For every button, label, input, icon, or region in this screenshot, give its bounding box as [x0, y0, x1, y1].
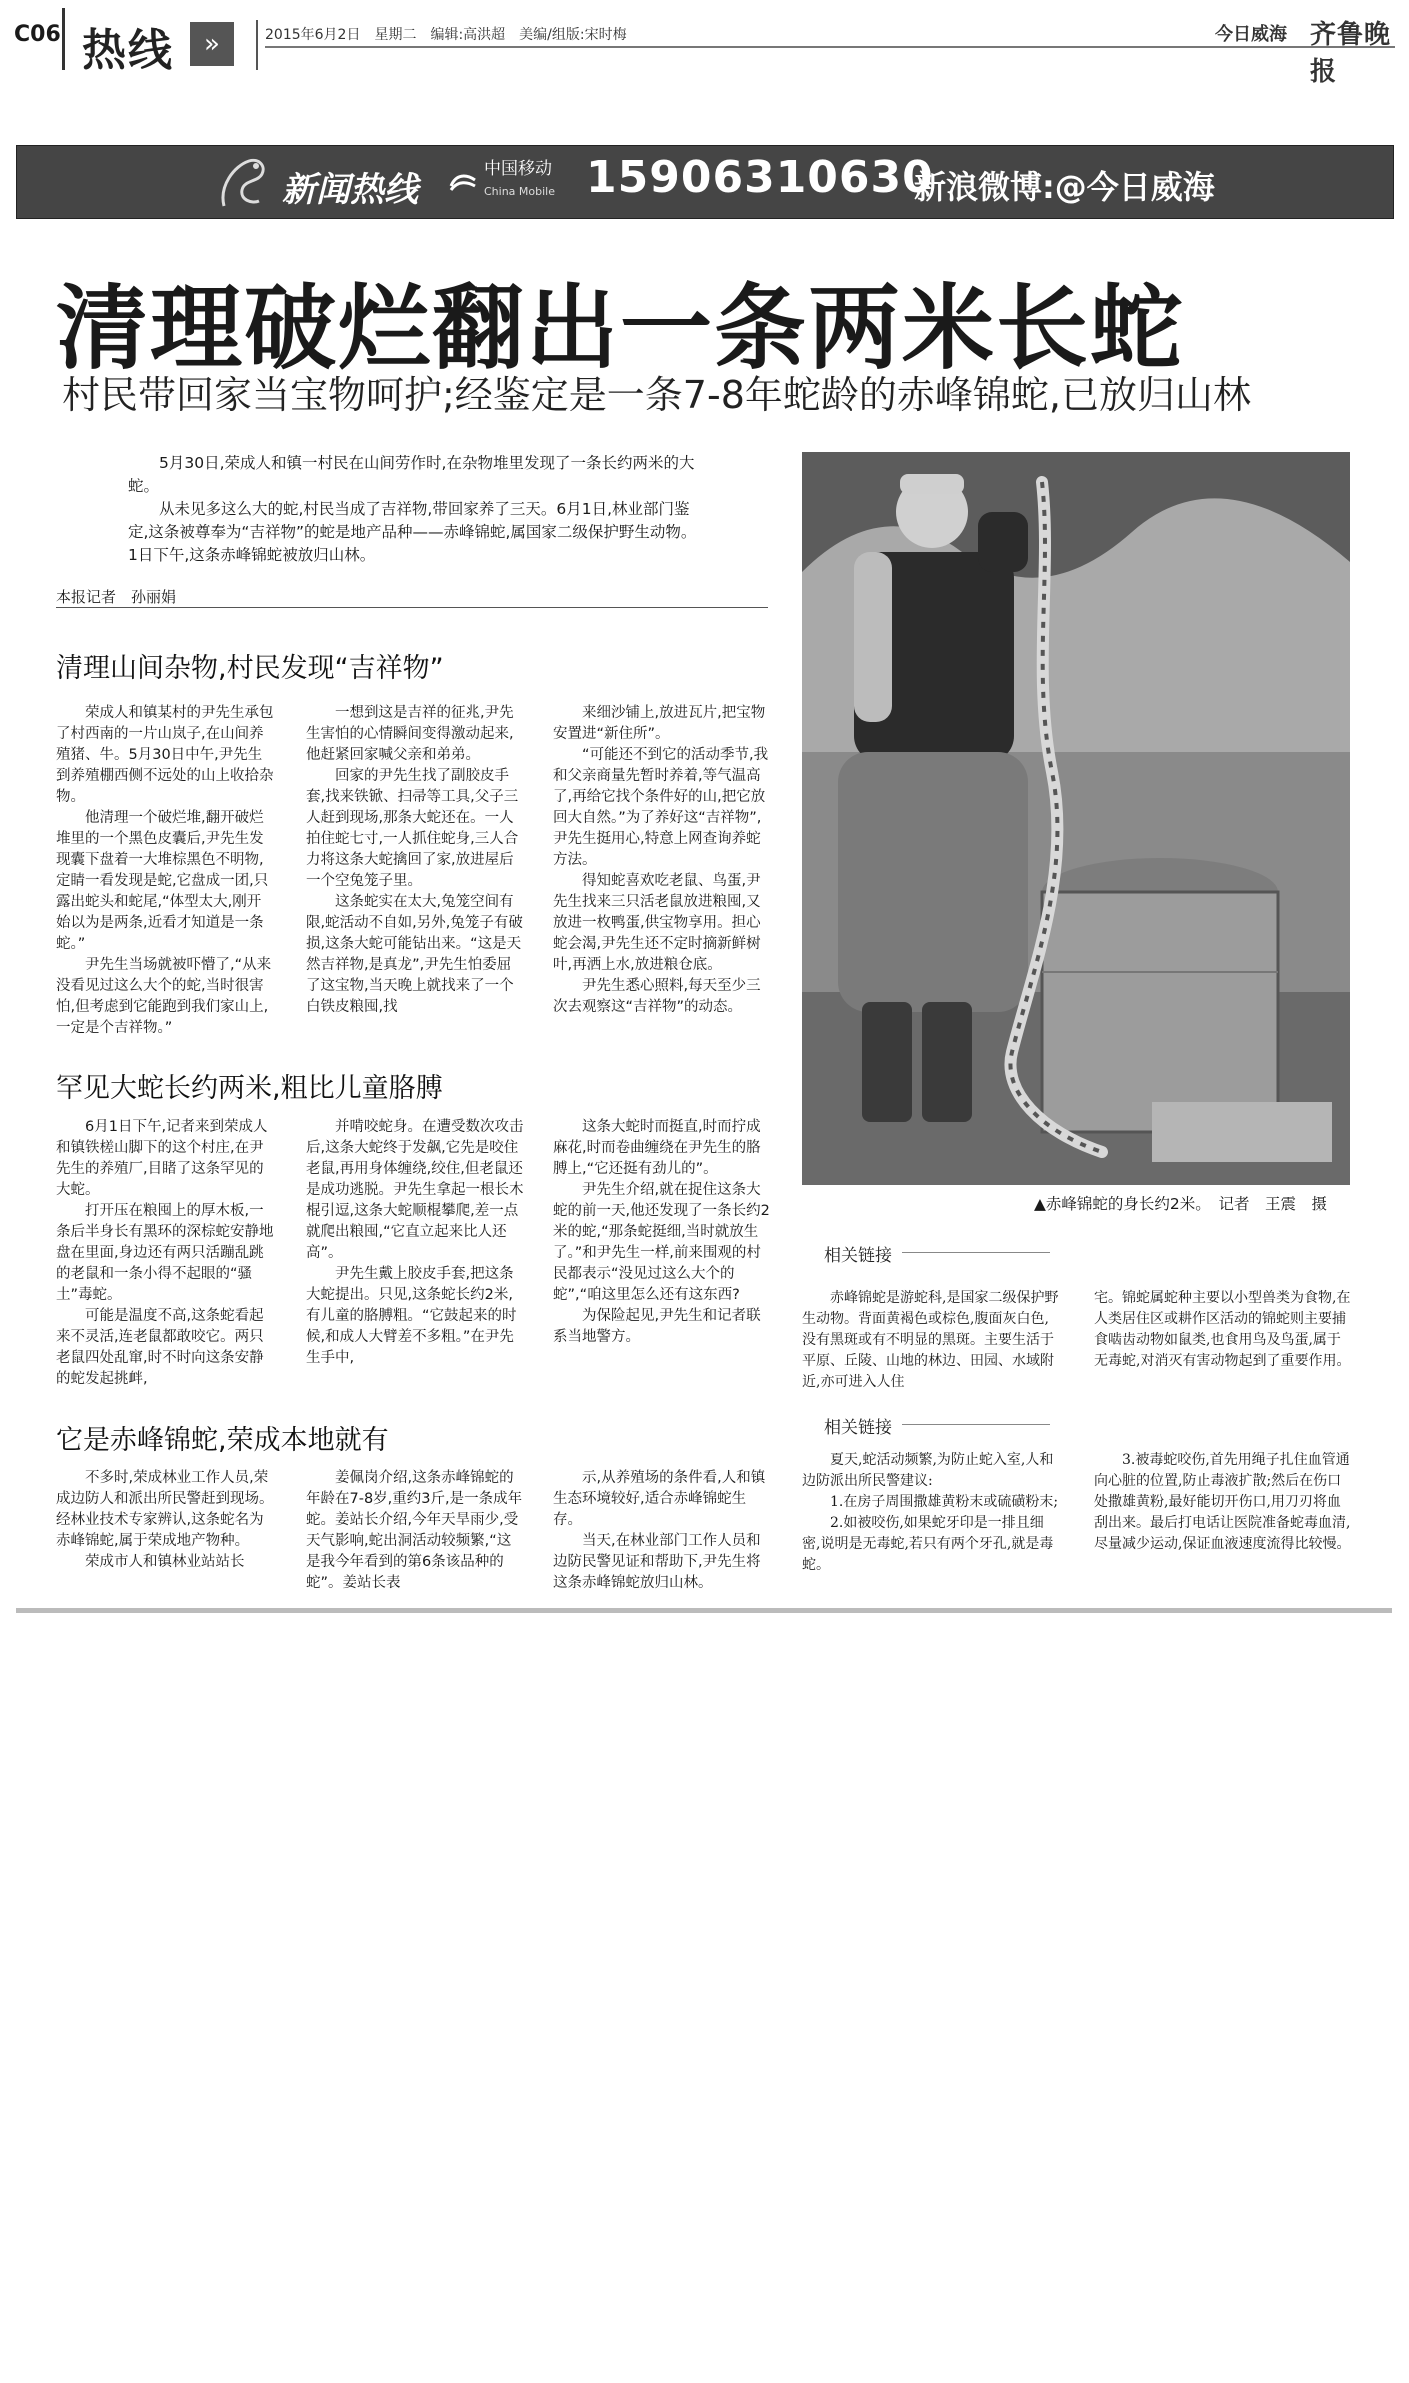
section-arrow-icon: » — [190, 22, 234, 66]
header-divider-2 — [256, 20, 258, 70]
paragraph: 尹先生当场就被吓懵了,“从来没看见过这么大个的蛇,当时很害怕,但考虑到它能跑到我们家山上,一定是个吉祥物。” — [56, 957, 272, 1036]
paragraph: 来细沙铺上,放进瓦片,把宝物安置进“新住所”。 — [553, 705, 766, 742]
paragraph: 打开压在粮囤上的厚木板,一条后半身长有黑环的深棕蛇安静地盘在里面,身边还有两只活蹦乱跳的老鼠和一条小得不起眼的“骚土”毒蛇。 — [56, 1203, 274, 1303]
related-text-column — [1094, 1288, 1352, 1372]
paragraph: 示,从养殖场的条件看,人和镇生态环境较好,适合赤峰锦蛇生存。 — [553, 1470, 766, 1528]
text-column — [56, 1468, 274, 1573]
dragon-emblem-icon — [214, 146, 274, 216]
lead-paragraphs — [128, 452, 698, 567]
publication-name: 今日威海 — [1215, 24, 1287, 45]
header-rule — [265, 46, 1395, 48]
hotline-label: 新闻热线 — [282, 170, 418, 210]
paragraph: 这条大蛇时而挺直,时而拧成麻花,时而卷曲缠绕在尹先生的胳膊上,“它还挺有劲儿的”。 — [553, 1119, 761, 1177]
related-link-title: 相关链接 — [824, 1418, 892, 1438]
section-heading: 清理山间杂物,村民发现“吉祥物” — [56, 653, 444, 684]
paragraph: 尹先生悉心照料,每天至少三次去观察这“吉祥物”的动态。 — [553, 978, 761, 1015]
section-heading: 它是赤峰锦蛇,荣成本地就有 — [56, 1425, 389, 1456]
carrier-name: 中国移动 — [484, 159, 552, 179]
subheadline: 村民带回家当宝物呵护;经鉴定是一条7-8年蛇龄的赤峰锦蛇,已放归山林 — [62, 373, 1251, 417]
related-link-rule — [902, 1424, 1050, 1425]
paragraph: 1.在房子周围撒雄黄粉末或硫磺粉末; — [830, 1494, 1059, 1510]
related-link-title: 相关链接 — [824, 1246, 892, 1266]
text-column — [553, 1468, 771, 1594]
section-title: 热线 — [82, 25, 174, 76]
section-heading: 罕见大蛇长约两米,粗比儿童胳膊 — [56, 1073, 443, 1104]
paragraph: 回家的尹先生找了副胶皮手套,找来铁锨、扫帚等工具,父子三人赶到现场,那条大蛇还在。一人拍住蛇七寸,一人抓住蛇身,三人合力将这条大蛇擒回了家,放进屋后一个空兔笼子里。 — [306, 768, 519, 889]
related-link-rule — [902, 1252, 1050, 1253]
paragraph: 他清理一个破烂堆,翻开破烂堆里的一个黑色皮囊后,尹先生发现囊下盘着一大堆棕黑色不明物,定睛一看发现是蛇,它盘成一团,只露出蛇头和蛇尾,“体型太大,刚开始以为是两条,近看才知道是一条蛇。” — [56, 810, 269, 952]
carrier-name-en: China Mobile — [484, 185, 556, 198]
related-text-column — [802, 1288, 1062, 1393]
header-divider — [62, 8, 65, 70]
byline: 本报记者 孙丽娟 — [56, 588, 177, 606]
paragraph: 宅。锦蛇属蛇种主要以小型兽类为食物,在人类居住区或耕作区活动的锦蛇则主要捕食啮齿动物如鼠类,也食用鸟及鸟蛋,属于无毒蛇,对消灭有害动物起到了重要作用。 — [1094, 1290, 1351, 1369]
paragraph: 赤峰锦蛇是游蛇科,是国家二级保护野生动物。背面黄褐色或棕色,腹面灰白色,没有黑斑或有不明显的黑斑。主要生活于平原、丘陵、山地的林边、田园、水域附近,亦可进入人住 — [802, 1290, 1059, 1390]
page-bottom-rule — [16, 1608, 1392, 1613]
byline-rule — [56, 607, 768, 608]
text-column — [553, 703, 771, 1018]
paragraph: 荣成人和镇某村的尹先生承包了村西南的一片山岚子,在山间养殖猪、牛。5月30日中午,尹先生到养殖棚西侧不远处的山上收拾杂物。 — [56, 705, 274, 805]
hotline-phone: 15906310630 — [586, 152, 934, 203]
paragraph: 并啃咬蛇身。在遭受数次攻击后,这条大蛇终于发飙,它先是咬住老鼠,再用身体缠绕,绞住,但老鼠还是成功逃脱。尹先生拿起一根长木棍引逗,这条大蛇顺棍攀爬,差一点就爬出粮囤,“它直立起来比人还高”。 — [306, 1119, 524, 1261]
newspaper-logo: 齐鲁晚报 — [1310, 20, 1392, 87]
paragraph: 得知蛇喜欢吃老鼠、鸟蛋,尹先生找来三只活老鼠放进粮囤,又放进一枚鸭蛋,供宝物享用。担心蛇会渴,尹先生还不定时摘新鲜树叶,再洒上水,放进粮仓底。 — [553, 873, 761, 973]
news-photo — [802, 452, 1350, 1185]
paragraph: 6月1日下午,记者来到荣成人和镇铁槎山脚下的这个村庄,在尹先生的养殖厂,目睹了这条罕见的大蛇。 — [56, 1119, 268, 1198]
text-column — [306, 1117, 524, 1369]
china-mobile-logo-icon — [448, 168, 478, 198]
text-column — [306, 1468, 524, 1594]
paragraph: 尹先生介绍,就在捉住这条大蛇的前一天,他还发现了一条长约2米的蛇,“那条蛇挺细,当时就放生了。”和尹先生一样,前来围观的村民都表示“没见过这么大个的蛇”,“咱这里怎么还有这东西? — [553, 1182, 770, 1303]
date-line: 2015年6月2日 星期二 编辑:高洪超 美编/组版:宋时梅 — [265, 27, 627, 43]
paragraph: 2.如被咬伤,如果蛇牙印是一排且细密,说明是无毒蛇,若只有两个牙孔,就是毒蛇。 — [802, 1515, 1054, 1573]
text-column — [56, 703, 274, 1039]
paragraph: 为保险起见,尹先生和记者联系当地警方。 — [553, 1308, 761, 1345]
weibo-handle: 新浪微博:@今日威海 — [914, 168, 1215, 206]
text-column — [306, 703, 524, 1018]
text-column — [553, 1117, 771, 1348]
page-number: C06 — [14, 22, 61, 47]
paragraph: 夏天,蛇活动频繁,为防止蛇入室,人和边防派出所民警建议: — [802, 1452, 1054, 1489]
paragraph: 3.被毒蛇咬伤,首先用绳子扎住血管通向心脏的位置,防止毒液扩散;然后在伤口处撒雄黄粉,最好能切开伤口,用刀刃将血刮出来。最后打电话让医院准备蛇毒血清,尽量减少运动,保证血液速度流得比较慢。 — [1094, 1452, 1351, 1552]
text-column — [56, 1117, 274, 1390]
paragraph: 可能是温度不高,这条蛇看起来不灵活,连老鼠都敢咬它。两只老鼠四处乱窜,时不时向这条安静的蛇发起挑衅, — [56, 1308, 264, 1387]
paragraph: “可能还不到它的活动季节,我和父亲商量先暂时养着,等气温高了,再给它找个条件好的山,把它放回大自然。”为了养好这“吉祥物”,尹先生挺用心,特意上网查询养蛇方法。 — [553, 747, 769, 868]
paragraph: 一想到这是吉祥的征兆,尹先生害怕的心情瞬间变得激动起来,他赶紧回家喊父亲和弟弟。 — [306, 705, 514, 763]
paragraph: 不多时,荣成林业工作人员,荣成边防人和派出所民警赶到现场。经林业技术专家辨认,这条蛇名为赤峰锦蛇,属于荣成地产物种。 — [56, 1470, 274, 1549]
related-text-column — [1094, 1450, 1352, 1555]
headline: 清理破烂翻出一条两米长蛇 — [56, 275, 1185, 382]
lead-paragraph: 5月30日,荣成人和镇一村民在山间劳作时,在杂物堆里发现了一条长约两米的大蛇。 — [128, 454, 695, 495]
paragraph: 荣成市人和镇林业站站长 — [85, 1554, 245, 1570]
photo-caption: ▲赤峰锦蛇的身长约2米。 记者 王震 摄 — [1034, 1195, 1328, 1213]
related-text-column — [802, 1450, 1062, 1576]
paragraph: 当天,在林业部门工作人员和边防民警见证和帮助下,尹先生将这条赤峰锦蛇放归山林。 — [553, 1533, 761, 1591]
paragraph: 姜佩岗介绍,这条赤峰锦蛇的年龄在7-8岁,重约3斤,是一条成年蛇。姜站长介绍,今年天旱雨少,受天气影响,蛇出洞活动较频繁,“这是我今年看到的第6条该品种的蛇”。姜站长表 — [306, 1470, 523, 1591]
paragraph: 尹先生戴上胶皮手套,把这条大蛇提出。只见,这条蛇长约2米,有儿童的胳膊粗。“它鼓起来的时候,和成人大臂差不多粗。”在尹先生手中, — [306, 1266, 517, 1366]
lead-paragraph: 从未见多这么大的蛇,村民当成了吉祥物,带回家养了三天。6月1日,林业部门鉴定,这条被尊奉为“吉祥物”的蛇是地产品种——赤峰锦蛇,属国家二级保护野生动物。1日下午,这条赤峰锦蛇被放归山林。 — [128, 500, 697, 564]
paragraph: 这条蛇实在太大,兔笼空间有限,蛇活动不自如,另外,兔笼子有破损,这条大蛇可能钻出来。“这是天然吉祥物,是真龙”,尹先生怕委屈了这宝物,当天晚上就找来了一个白铁皮粮囤,找 — [306, 894, 523, 1015]
